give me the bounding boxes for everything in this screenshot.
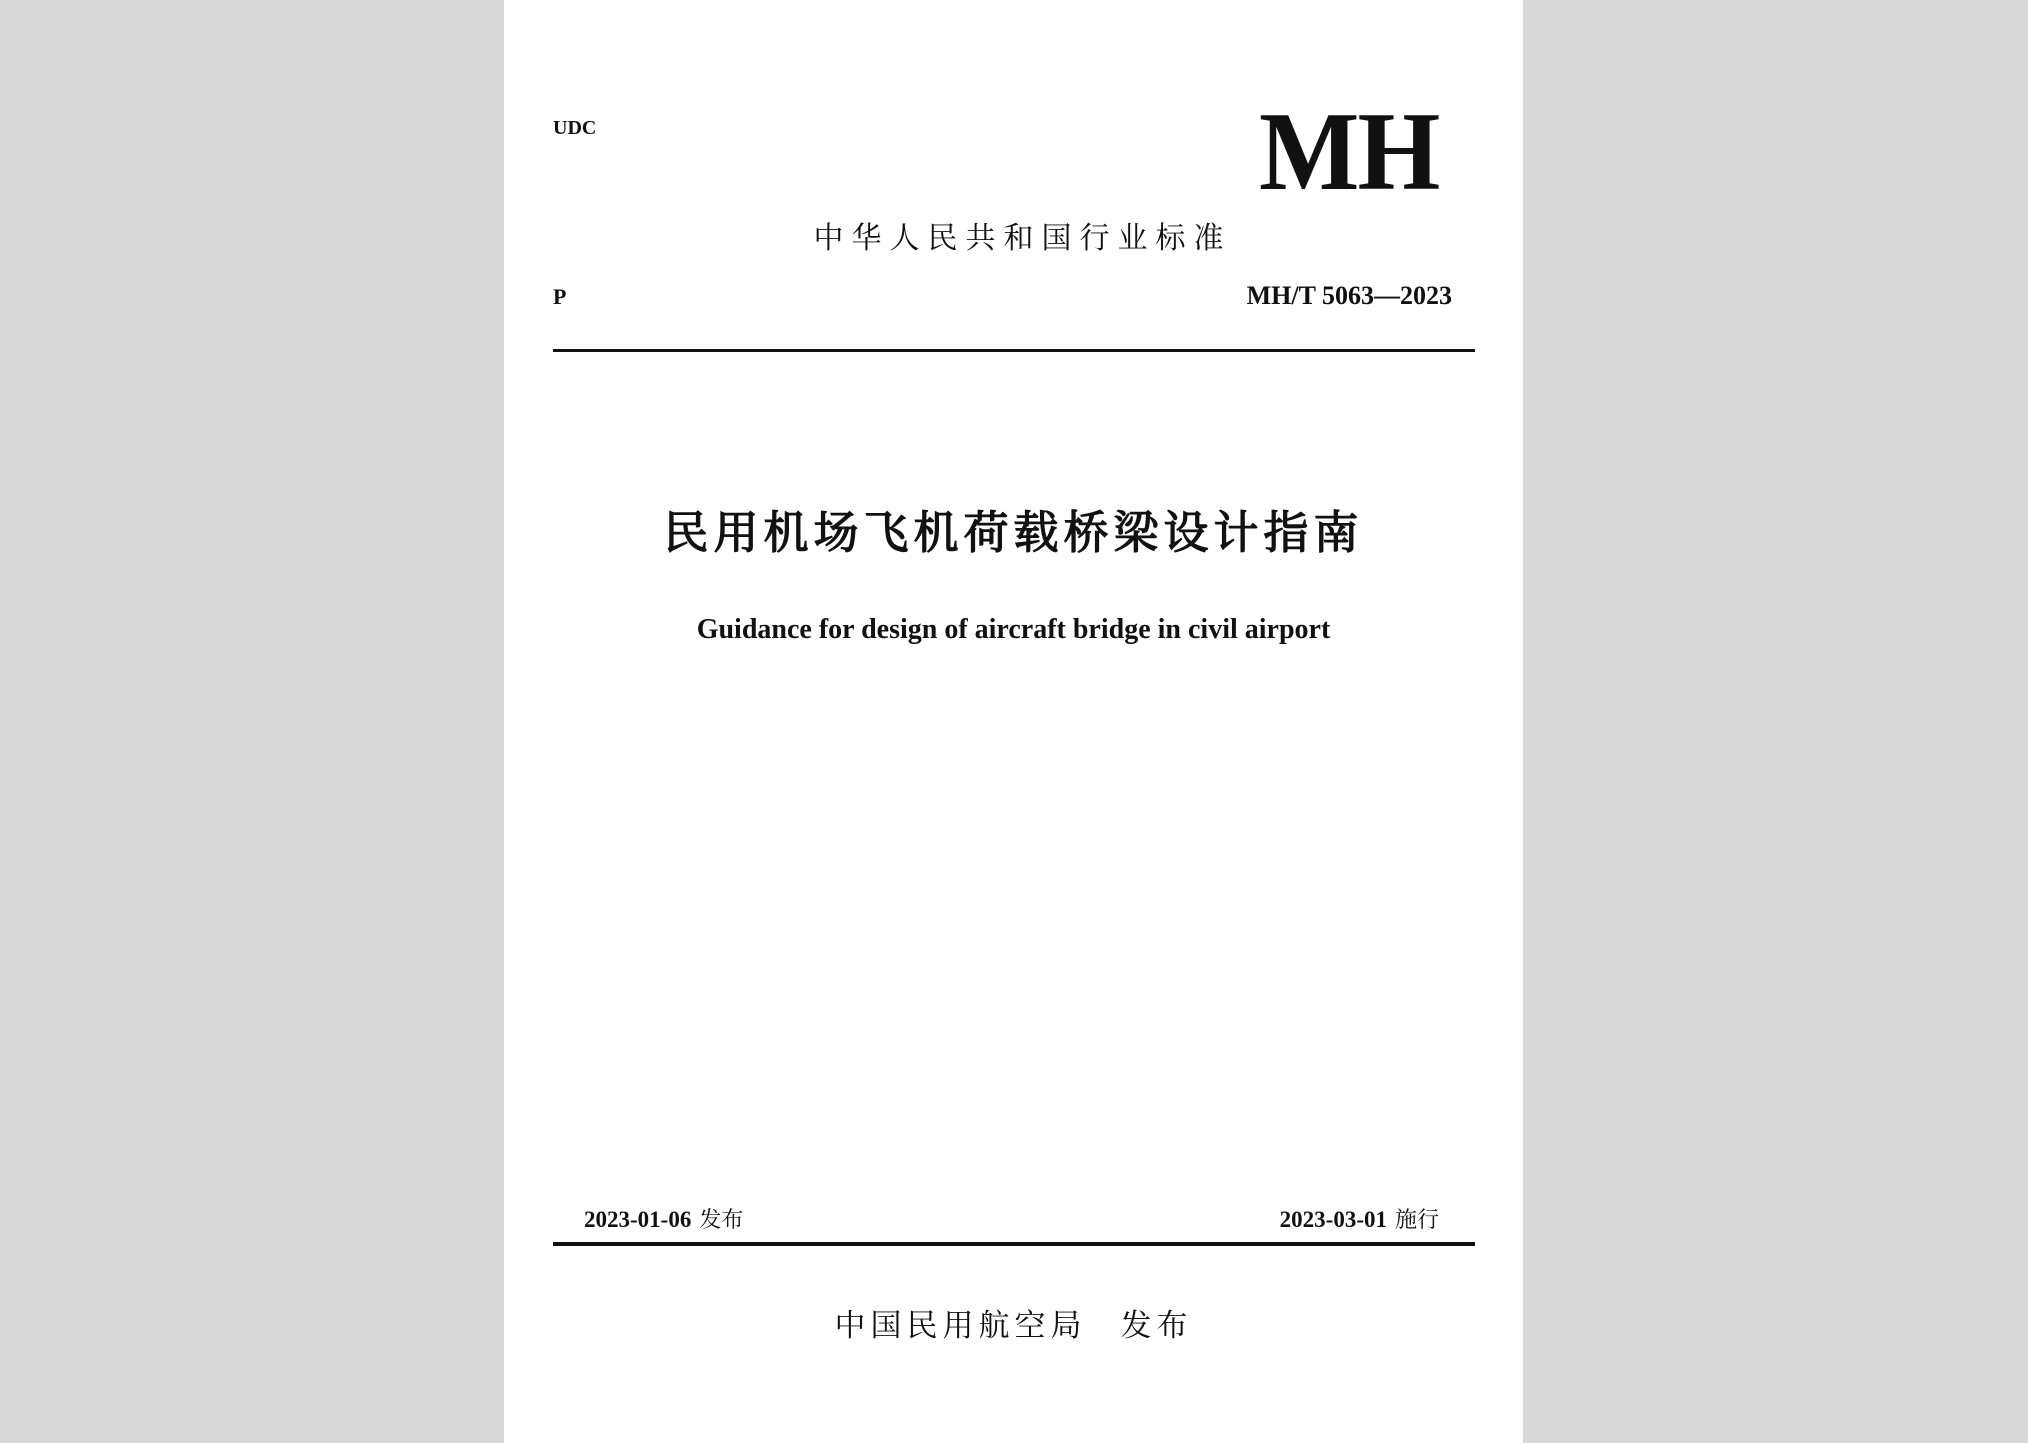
issue-date — [584, 1203, 743, 1234]
issue-label: 发布 — [699, 1208, 744, 1233]
effective-label: 施行 — [1394, 1208, 1439, 1233]
effective-date-value: 2023-03-01 — [1279, 1207, 1387, 1232]
top-divider — [553, 349, 1475, 352]
udc-label: UDC — [553, 117, 597, 139]
publisher-action: 发布 — [1120, 1308, 1193, 1344]
effective-date — [1280, 1203, 1439, 1234]
publisher — [504, 1300, 1523, 1345]
standard-type: 中华人民共和国行业标准 — [813, 221, 1232, 256]
issue-date-value: 2023-01-06 — [584, 1207, 692, 1232]
document-title-english: Guidance for design of aircraft bridge in civil airport — [696, 614, 1331, 645]
document-title-chinese: 民用机场飞机荷载桥梁设计指南 — [663, 506, 1364, 559]
classification-label: P — [553, 284, 567, 309]
publisher-name: 中国民用航空局 — [834, 1308, 1087, 1344]
bottom-divider — [553, 1242, 1475, 1246]
document-page — [504, 0, 1523, 1443]
mh-mark: MH — [1259, 90, 1439, 214]
standard-code: MH/T 5063—2023 — [1246, 281, 1452, 310]
